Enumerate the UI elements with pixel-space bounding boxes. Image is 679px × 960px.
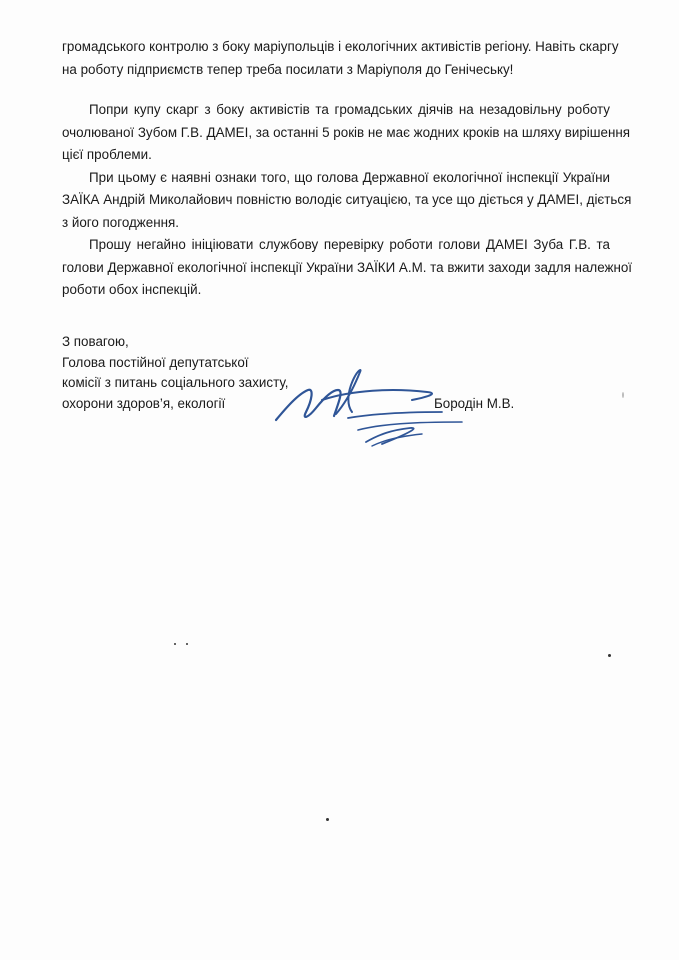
body-line: Прошу негайно ініціювати службову перевірку роботи голови ДАМЕІ Зуба Г.В. та [89,237,610,252]
closing-block [62,332,288,414]
body-line: роботи обох інспекцій. [62,282,202,297]
letter-body [62,36,633,302]
closing-greeting: З повагою, [62,334,129,349]
scan-speck [608,654,611,657]
body-line: цієї проблеми. [62,147,152,162]
body-line: При цьому є наявні ознаки того, що голова Державної екологічної інспекції України [89,169,610,185]
signer-position-line: Голова постійної депутатської [62,354,249,370]
signer-position-line: комісії з питань соціального захисту, [62,375,289,390]
body-line: з його погодження. [62,214,179,230]
body-line: ЗАЇКА Андрій Миколайович повністю володіє ситуацією, та усе що діється у ДАМЕІ, діється [62,192,632,207]
body-line: громадського контролю з боку маріупольців і екологічних активістів регіону. Навіть скаргу [62,39,619,54]
signer-name: Бородін М.В. [434,396,515,411]
scan-speck [186,643,188,645]
body-line: Попри купу скарг з боку активістів та громадських діячів на незадовільну роботу [89,102,610,117]
body-line: очолюваної Зубом Г.В. ДАМЕІ, за останні 5 років не має жодних кроків на шляху вирішення [62,124,630,140]
body-line: на роботу підприємств тепер треба посилати з Маріуполя до Генічеську! [62,61,514,77]
body-line: голови Державної екологічної інспекції України ЗАЇКИ А.М. та вжити заходи задля належної [62,259,633,275]
scan-speck [174,643,176,645]
signer-position-line: охорони здоров’я, екології [62,395,226,411]
scan-speck [326,818,329,821]
scan-speck [622,392,624,398]
